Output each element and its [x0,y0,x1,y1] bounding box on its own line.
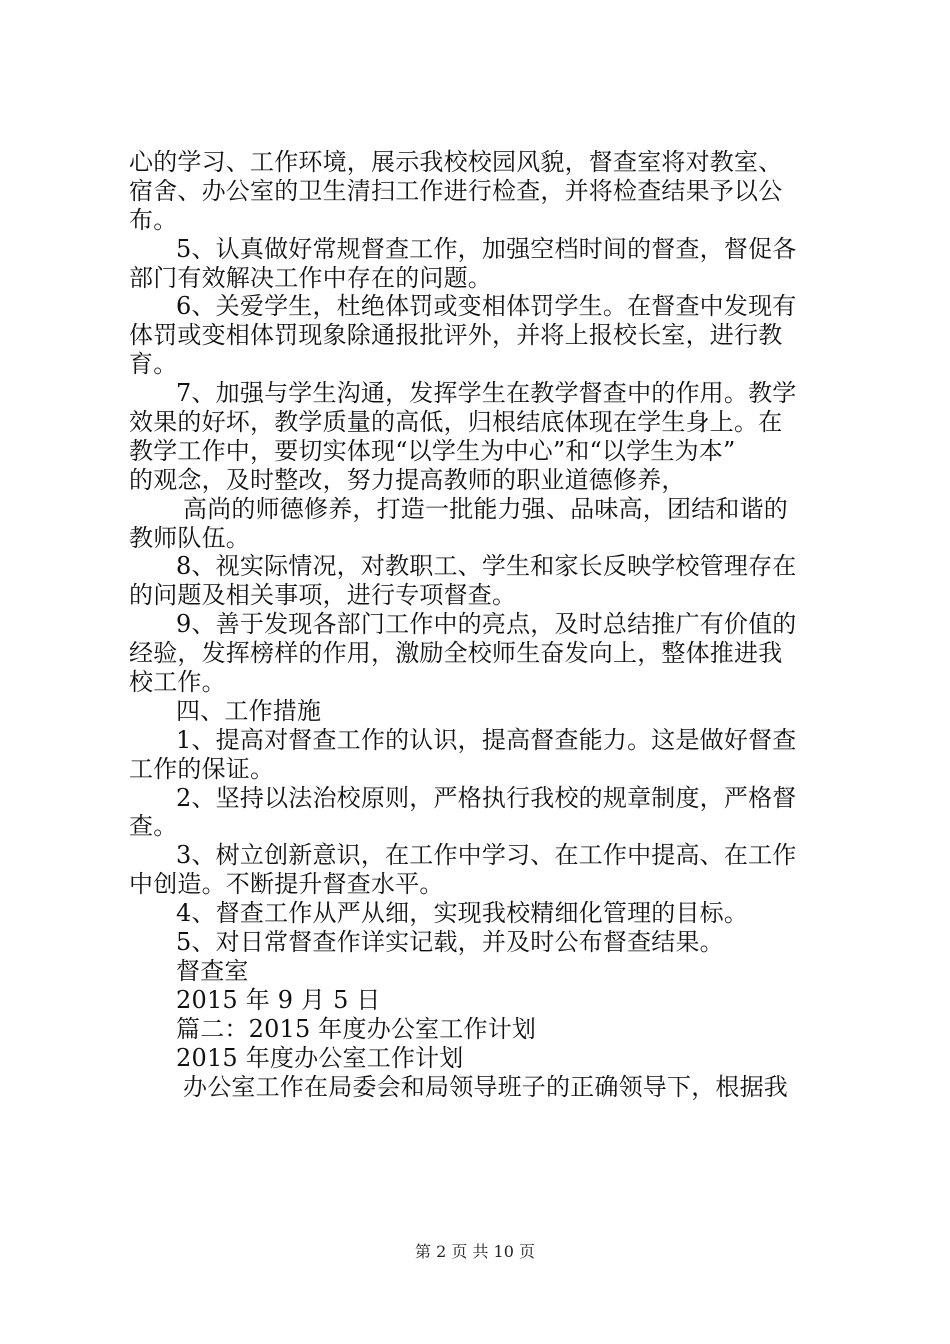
text-line: 篇二：2015 年度办公室工作计划 [176,1014,537,1043]
text-line: 体罚或变相体罚现象除通报批评外，并将上报校长室，进行教 [129,321,783,350]
text-line: 育。 [129,350,178,379]
text-line: 6、关爱学生，杜绝体罚或变相体罚学生。在督查中发现有 [176,292,797,321]
text-line: 查。 [129,812,178,841]
text-line: 工作的保证。 [129,754,275,783]
text-line: 4、督查工作从严从细，实现我校精细化管理的目标。 [176,899,749,928]
text-line: 办公室工作在局委会和局领导班子的正确领导下，根据我 [183,1072,788,1101]
text-line: 9、善于发现各部门工作中的亮点，及时总结推广有价值的 [176,610,797,639]
text-line: 教学工作中，要切实体现“以学生为中心”和“以学生为本” [129,436,736,465]
text-line: 效果的好坏，教学质量的高低，归根结底体现在学生身上。在 [129,408,783,437]
text-line: 3、树立创新意识，在工作中学习、在工作中提高、在工作 [176,841,797,870]
text-line: 中创造。不断提升督查水平。 [129,870,444,899]
text-line: 7、加强与学生沟通，发挥学生在教学督查中的作用。教学 [176,379,797,408]
text-line: 2、坚持以法治校原则，严格执行我校的规章制度，严格督 [176,783,797,812]
document-body [129,148,834,1101]
page-footer: 第 2 页 共 10 页 [415,1242,535,1261]
text-line: 5、认真做好常规督查工作，加强空档时间的督查，督促各 [176,234,797,263]
text-line: 宿舍、办公室的卫生清扫工作进行检查，并将检查结果予以公 [129,176,783,205]
text-line: 5、对日常督查作详实记载，并及时公布督查结果。 [176,928,724,957]
text-line: 心的学习、工作环境，展示我校校园风貌，督查室将对教室、 [129,148,783,176]
text-line: 布。 [129,205,178,234]
text-line: 督查室 [176,956,249,985]
text-line: 8、视实际情况，对教职工、学生和家长反映学校管理存在 [176,552,797,581]
text-line: 1、提高对督查工作的认识，提高督查能力。这是做好督查 [176,725,797,754]
text-line: 校工作。 [129,668,226,697]
text-line: 四、工作措施 [176,696,322,725]
text-line: 的问题及相关事项，进行专项督查。 [129,581,517,610]
text-line: 经验，发挥榜样的作用，激励全校师生奋发向上，整体推进我 [129,639,783,668]
text-line: 2015 年度办公室工作计划 [176,1043,464,1072]
text-line: 教师队伍。 [129,523,250,552]
text-line: 2015 年 9 月 5 日 [176,985,381,1014]
text-line: 的观念，及时整改，努力提高教师的职业道德修养， [129,465,686,494]
text-line: 高尚的师德修养，打造一批能力强、品味高，团结和谐的 [183,494,788,523]
text-line: 部门有效解决工作中存在的问题。 [129,263,492,292]
